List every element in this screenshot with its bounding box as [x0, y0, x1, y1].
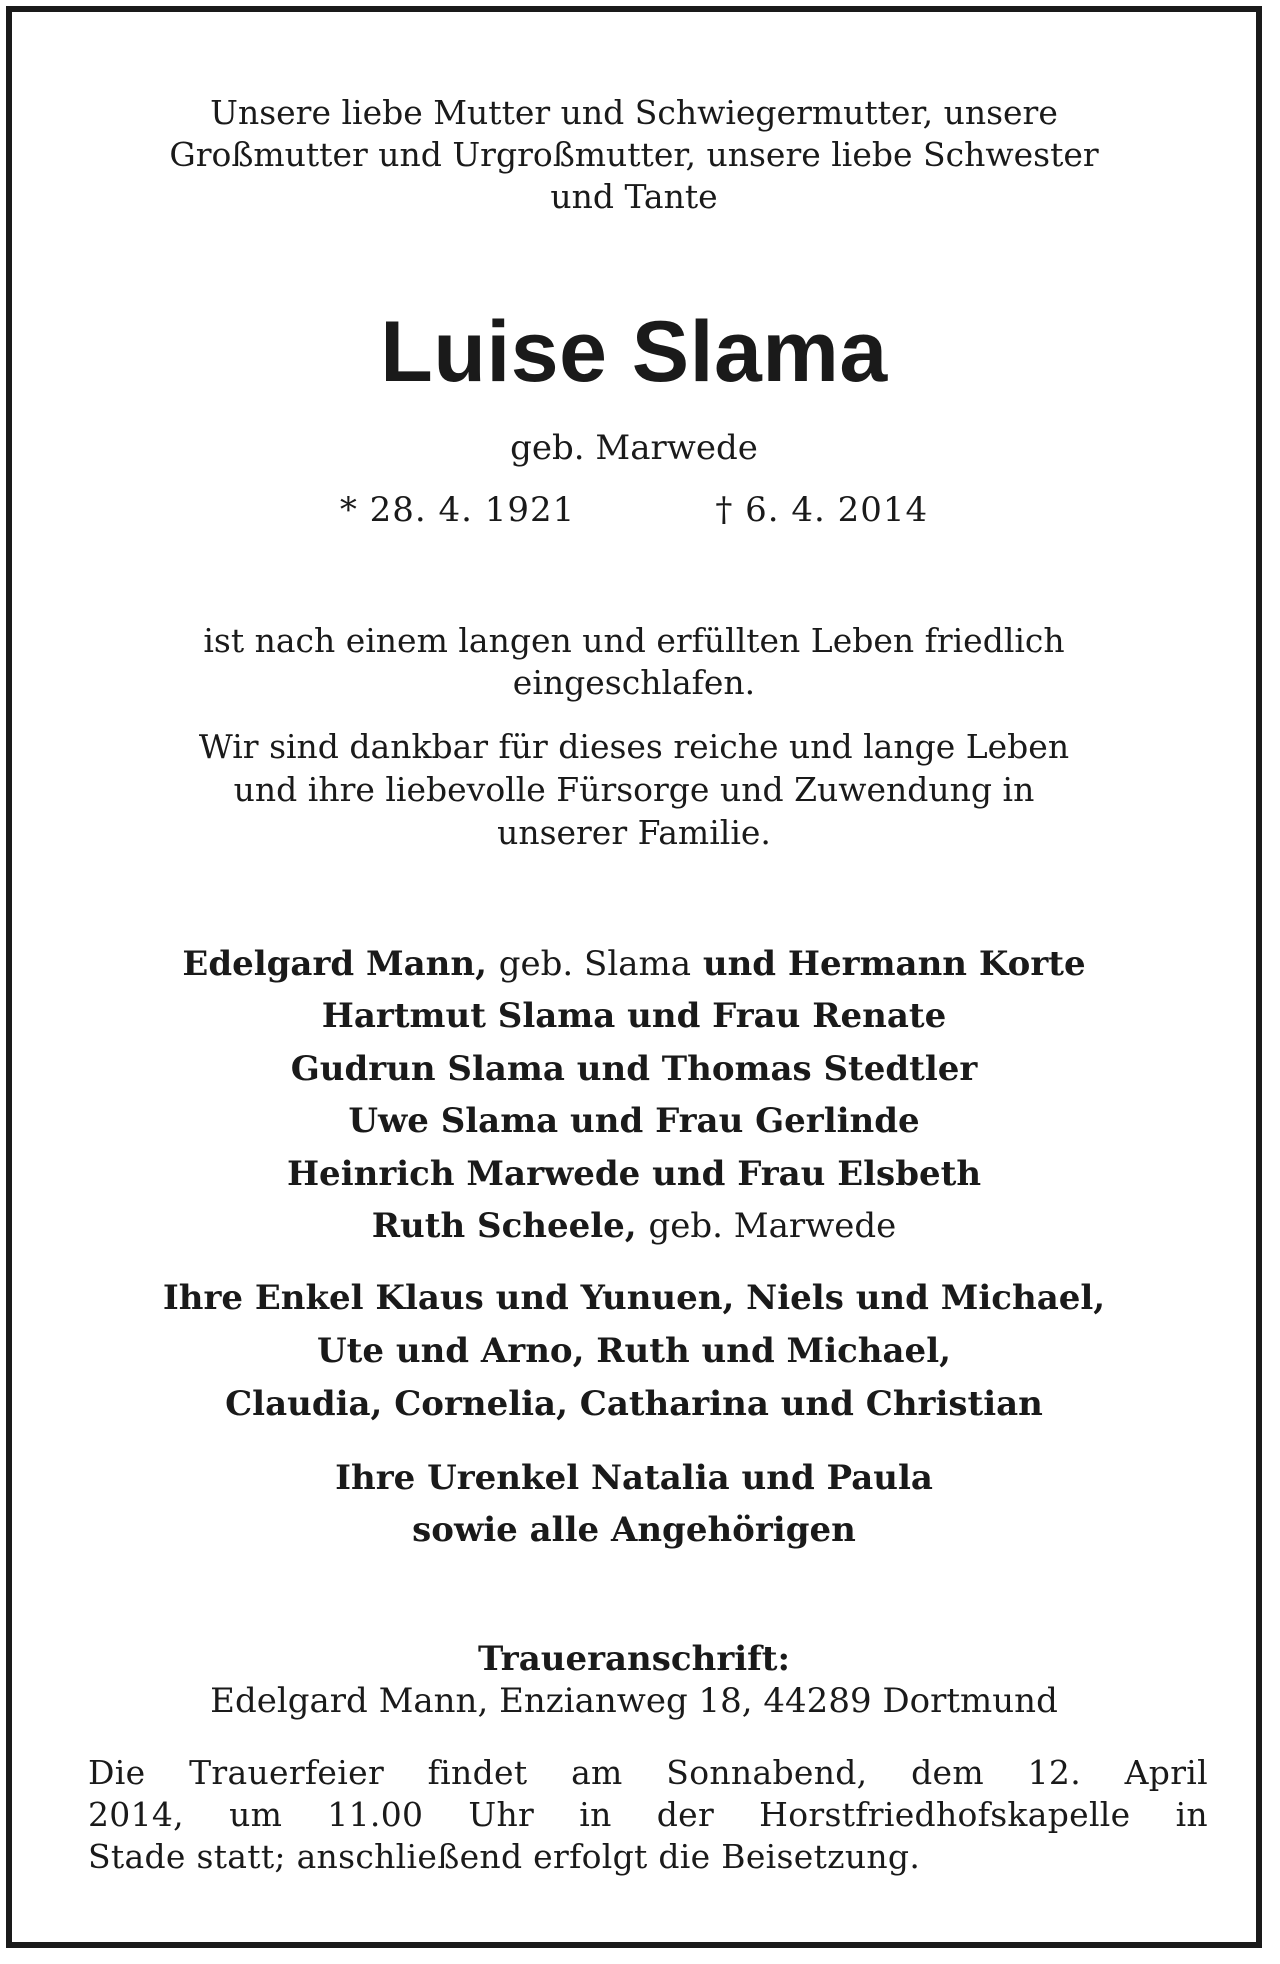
passing-line: ist nach einem langen und erfüllten Leben friedlich [203, 621, 1065, 660]
grandchildren [12, 1272, 1256, 1431]
great-grandchildren-line: Ihre Urenkel Natalia und Paula [335, 1458, 933, 1498]
intro-line: Großmutter und Urgroßmutter, unsere liebe Schwester [169, 135, 1099, 174]
family-name: Ruth Scheele, [371, 1206, 637, 1247]
funeral-service-text [88, 1752, 1208, 1878]
intro-text [12, 92, 1256, 218]
gratitude-text [12, 725, 1256, 854]
family-members [12, 938, 1256, 1252]
relatives-line: sowie alle Angehörigen [412, 1510, 856, 1550]
family-maiden: geb. Slama [498, 944, 691, 984]
family-name: Edelgard Mann, [182, 944, 487, 984]
death-date: † 6. 4. 2014 [715, 490, 929, 530]
passing-line: eingeschlafen. [512, 663, 756, 702]
deceased-name: Luise Slama [380, 304, 888, 400]
grandchildren-line: Ute und Arno, Ruth und Michael, [317, 1331, 951, 1371]
intro-line: Unsere liebe Mutter und Schwiegermutter, unsere [210, 93, 1058, 132]
mourning-address-label: Traueranschrift: [477, 1639, 791, 1679]
family-line: Hartmut Slama und Frau Renate [321, 996, 947, 1037]
obituary-notice [6, 6, 1262, 1948]
passing-text [12, 620, 1256, 704]
life-dates [12, 488, 1256, 532]
family-line: Uwe Slama und Frau Gerlinde [348, 1101, 920, 1142]
mourning-address: Edelgard Mann, Enzianweg 18, 44289 Dortmund [210, 1681, 1058, 1721]
family-partner: und Hermann Korte [702, 944, 1086, 984]
birth-date: * 28. 4. 1921 [339, 490, 576, 530]
intro-line: und Tante [550, 177, 718, 216]
family-line: Heinrich Marwede und Frau Elsbeth [286, 1153, 982, 1194]
service-line: Die Trauerfeier findet am Sonnabend, dem 12. April [88, 1753, 1208, 1792]
family-line: Gudrun Slama und Thomas Stedtler [290, 1048, 978, 1089]
service-line: 2014, um 11.00 Uhr in der Horstfriedhofskapelle in [88, 1795, 1208, 1834]
gratitude-line: unserer Familie. [497, 813, 771, 852]
service-line: Stade statt; anschließend erfolgt die Beisetzung. [88, 1837, 921, 1876]
great-grandchildren [12, 1452, 1256, 1556]
gratitude-line: Wir sind dankbar für dieses reiche und lange Leben [198, 727, 1070, 766]
family-line [12, 1200, 1256, 1252]
maiden-name: geb. Marwede [510, 428, 758, 468]
family-maiden: geb. Marwede [648, 1206, 897, 1247]
grandchildren-line: Ihre Enkel Klaus und Yunuen, Niels und Michael, [162, 1278, 1106, 1318]
grandchildren-line: Claudia, Cornelia, Catharina und Christian [225, 1384, 1043, 1424]
gratitude-line: und ihre liebevolle Fürsorge und Zuwendung in [233, 770, 1035, 809]
family-line [12, 938, 1256, 990]
